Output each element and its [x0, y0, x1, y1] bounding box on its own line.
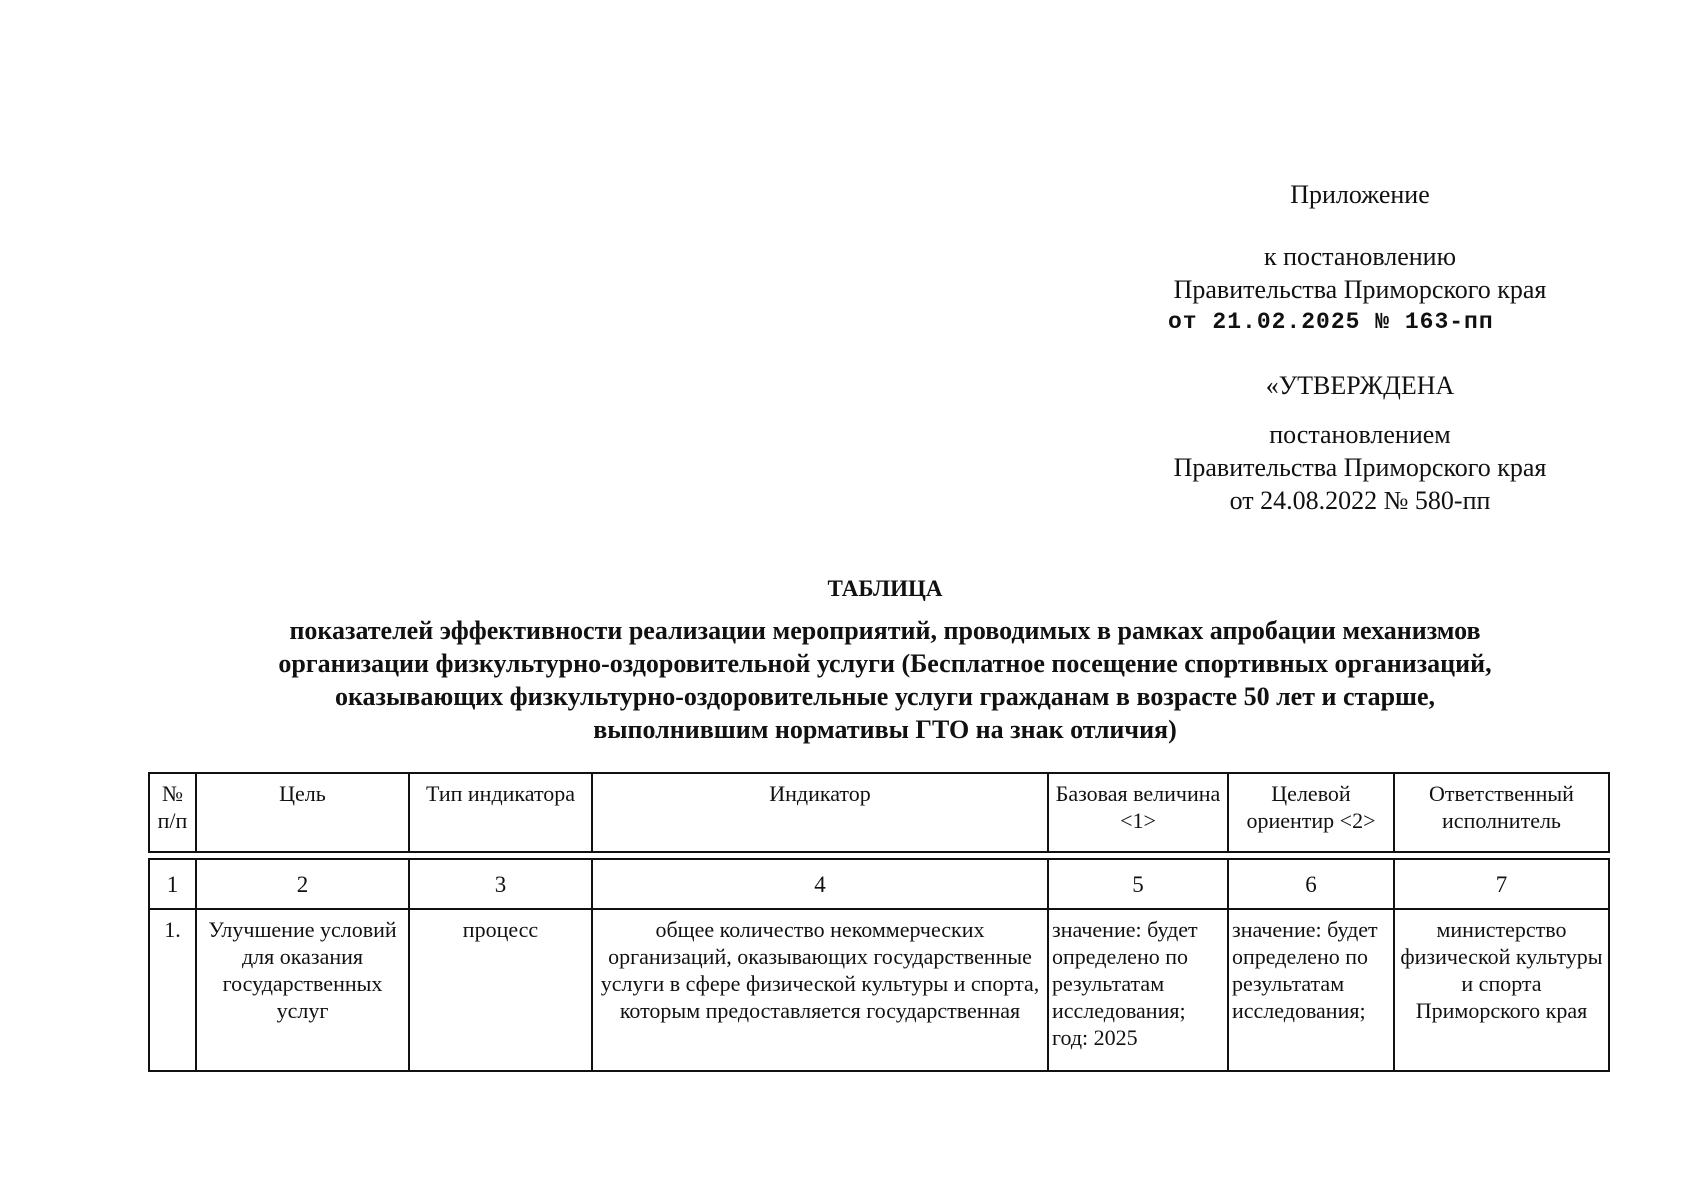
resolution-date-number-2: от 24.08.2022 № 580-пп	[1229, 486, 1491, 515]
subtitle-line-1: показателей эффективности реализации мероприятий, проводимых в рамках апробации механизмов	[289, 616, 1481, 645]
subtitle-line-2: организации физкультурно-оздоровительной услуги (Бесплатное посещение спортивных организаций,	[278, 649, 1492, 678]
row-number: 1.	[149, 909, 196, 1071]
table-row	[149, 909, 1609, 1071]
table-word: ТАБЛИЦА	[827, 576, 943, 601]
appendix-label: Приложение	[1290, 180, 1430, 209]
row-goal: Улучшение условий для оказания государственных услуг	[196, 909, 409, 1071]
column-number: 1	[149, 859, 196, 909]
row-indicator: общее количество некоммерческих организаций, оказывающих государственные услуги в сфере физической культуры и спорта, которым предоставляется государственная	[592, 909, 1048, 1071]
subtitle-line-4: выполнившим нормативы ГТО на знак отличия)	[593, 715, 1177, 744]
header-number: № п/п	[149, 773, 196, 852]
header-table	[148, 772, 1610, 853]
appendix-block	[1130, 178, 1590, 211]
header-target: Целевой ориентир <2>	[1228, 773, 1394, 852]
to-resolution-text: к постановлению	[1263, 242, 1457, 271]
header-responsible: Ответственный исполнитель	[1394, 773, 1609, 852]
row-type: процесс	[409, 909, 592, 1071]
row-base-value: значение: будет определено по результатам исследования; год: 2025	[1048, 909, 1228, 1071]
column-number-row	[149, 859, 1609, 909]
subtitle-line-3: оказывающих физкультурно-оздоровительные услуги гражданам в возрасте 50 лет и старше,	[334, 682, 1436, 711]
header-type: Тип индикатора	[409, 773, 592, 852]
table-subtitle	[140, 614, 1630, 746]
approved-block	[1130, 369, 1590, 402]
row-responsible: министерство физической культуры и спорта Приморского края	[1394, 909, 1609, 1071]
header-goal: Цель	[196, 773, 409, 852]
approved-by-block	[1130, 418, 1590, 517]
header-base-value: Базовая величина <1>	[1048, 773, 1228, 852]
resolution-date-number: от 21.02.2025 № 163-пп	[1168, 309, 1494, 335]
government-text-2: Правительства Приморского края	[1173, 453, 1547, 482]
table-title	[140, 574, 1630, 604]
body-table	[148, 858, 1610, 1072]
column-number: 7	[1394, 859, 1609, 909]
column-number: 4	[592, 859, 1048, 909]
by-resolution-text: постановлением	[1269, 420, 1451, 449]
header-indicator: Индикатор	[592, 773, 1048, 852]
government-text: Правительства Приморского края	[1173, 275, 1547, 304]
column-number: 5	[1048, 859, 1228, 909]
resolution-reference	[1130, 240, 1590, 339]
column-number: 6	[1228, 859, 1394, 909]
approved-text: «УТВЕРЖДЕНА	[1265, 371, 1455, 400]
row-target: значение: будет определено по результатам исследования;	[1228, 909, 1394, 1071]
column-number: 2	[196, 859, 409, 909]
column-number: 3	[409, 859, 592, 909]
